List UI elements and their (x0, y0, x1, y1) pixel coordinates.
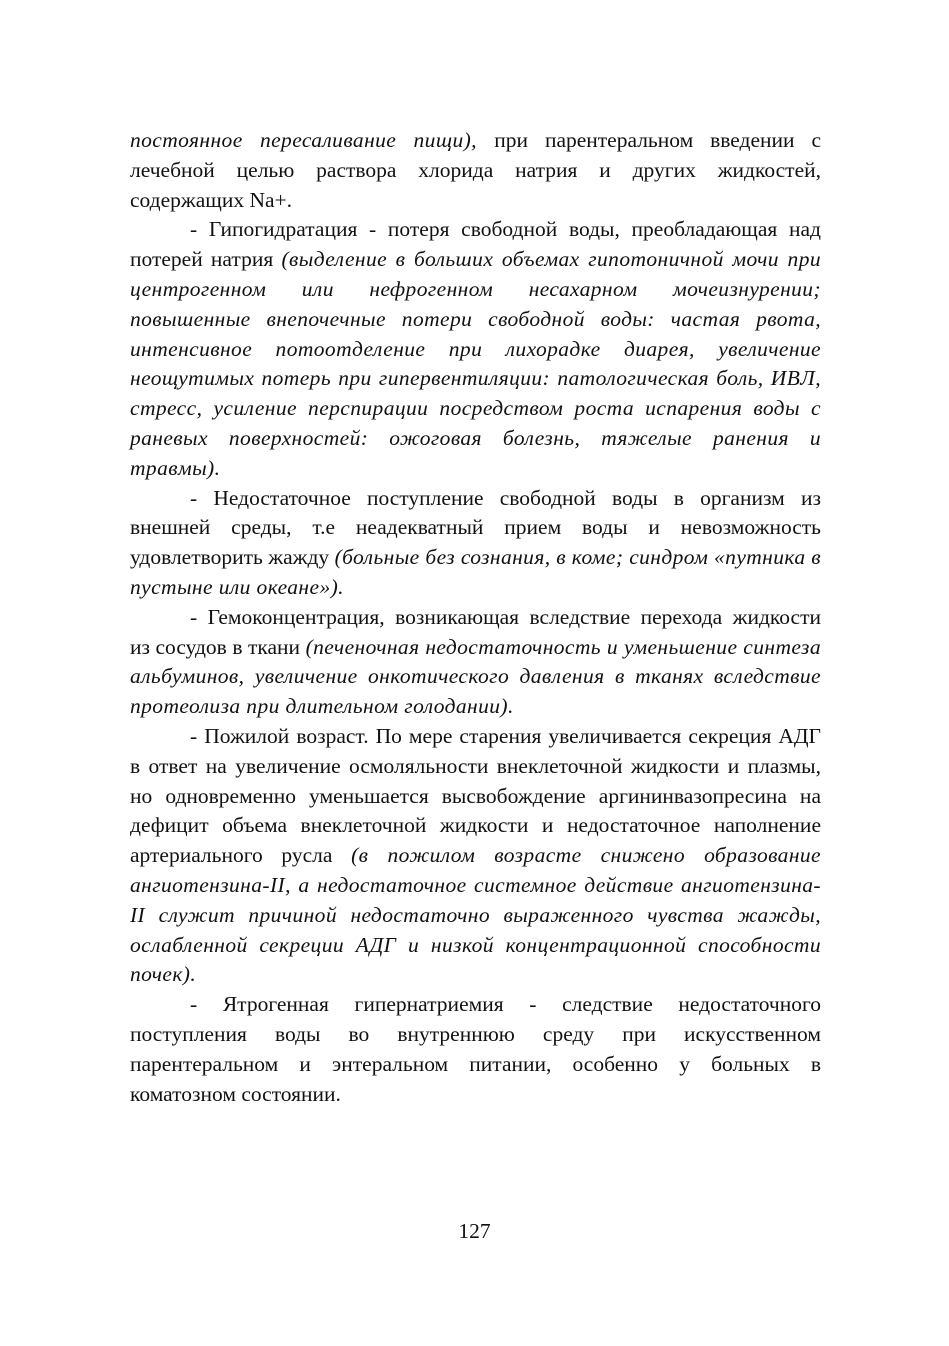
paragraph-elderly-age (130, 722, 821, 990)
paragraph-continuation (130, 126, 821, 215)
plain-text: - Недостаточное поступление свободной воды в организм из внешней среды, т.е неадекватный прием воды и невозможность удовлетворить жажду (130, 485, 821, 570)
italic-text: (больные без сознания, в коме; синдром «путника в пустыне или океане»). (130, 545, 821, 599)
paragraph-insufficient-water-intake (130, 484, 821, 603)
italic-text: (в пожилом возрасте снижено образование ангиотензина-II, а недостаточное системное действие ангиотензина-II служит причиной недостаточно выраженного чувства жажды, ослабленной секреции АДГ и низкой концентрационной способности почек). (130, 843, 821, 987)
plain-text: - Пожилой возраст. По мере старения увеличивается секреция АДГ в ответ на увеличение осмоляльности внеклеточной жидкости и плазмы, но одновременно уменьшается высвобождение аргининвазопресина на дефицит объема внеклеточной жидкости и недостаточное наполнение артериального русла (130, 723, 821, 868)
italic-text: постоянное пересаливание пищи), (130, 128, 495, 152)
body-text (130, 126, 821, 1109)
italic-text: (выделение в больших объемах гипотоничной мочи при центрогенном или нефрогенном несахарном мочеизнурении; повышенные внепочечные потери свободной воды: частая рвота, интенсивное потоотделение при лихорадке диарея, увеличение неощутимых потерь при гипервентиляции: патологическая боль, ИВЛ, стресс, усиление перспирации посредством роста испарения воды с раневых поверхностей: ожоговая болезнь, тяжелые ранения и травмы). (130, 247, 821, 480)
paragraph-hypohydration (130, 215, 821, 483)
plain-text: при парентеральном введении с лечебной целью раствора хлорида натрия и других жидкостей, содержащих Na+. (130, 128, 821, 212)
paragraph-hemoconcentration (130, 603, 821, 722)
italic-text: (печеночная недостаточность и уменьшение синтеза альбуминов, увеличение онкотического давления в тканях вследствие протеолиза при длительном голодании). (130, 634, 821, 719)
plain-text: - Гемоконцентрация, возникающая вследствие перехода жидкости из сосудов в ткани (130, 604, 821, 659)
paragraph-iatrogenic-hypernatremia (130, 990, 821, 1109)
plain-text: - Гипогидратация - потеря свободной воды, преобладающая над потерей натрия (130, 217, 821, 272)
plain-text: - Ятрогенная гипернатриемия - следствие недостаточного поступления воды во внутреннюю среду при искусственном парентеральном и энтеральном питании, особенно у больных в коматозном состоянии. (130, 992, 821, 1106)
page-number: 127 (458, 1219, 491, 1243)
